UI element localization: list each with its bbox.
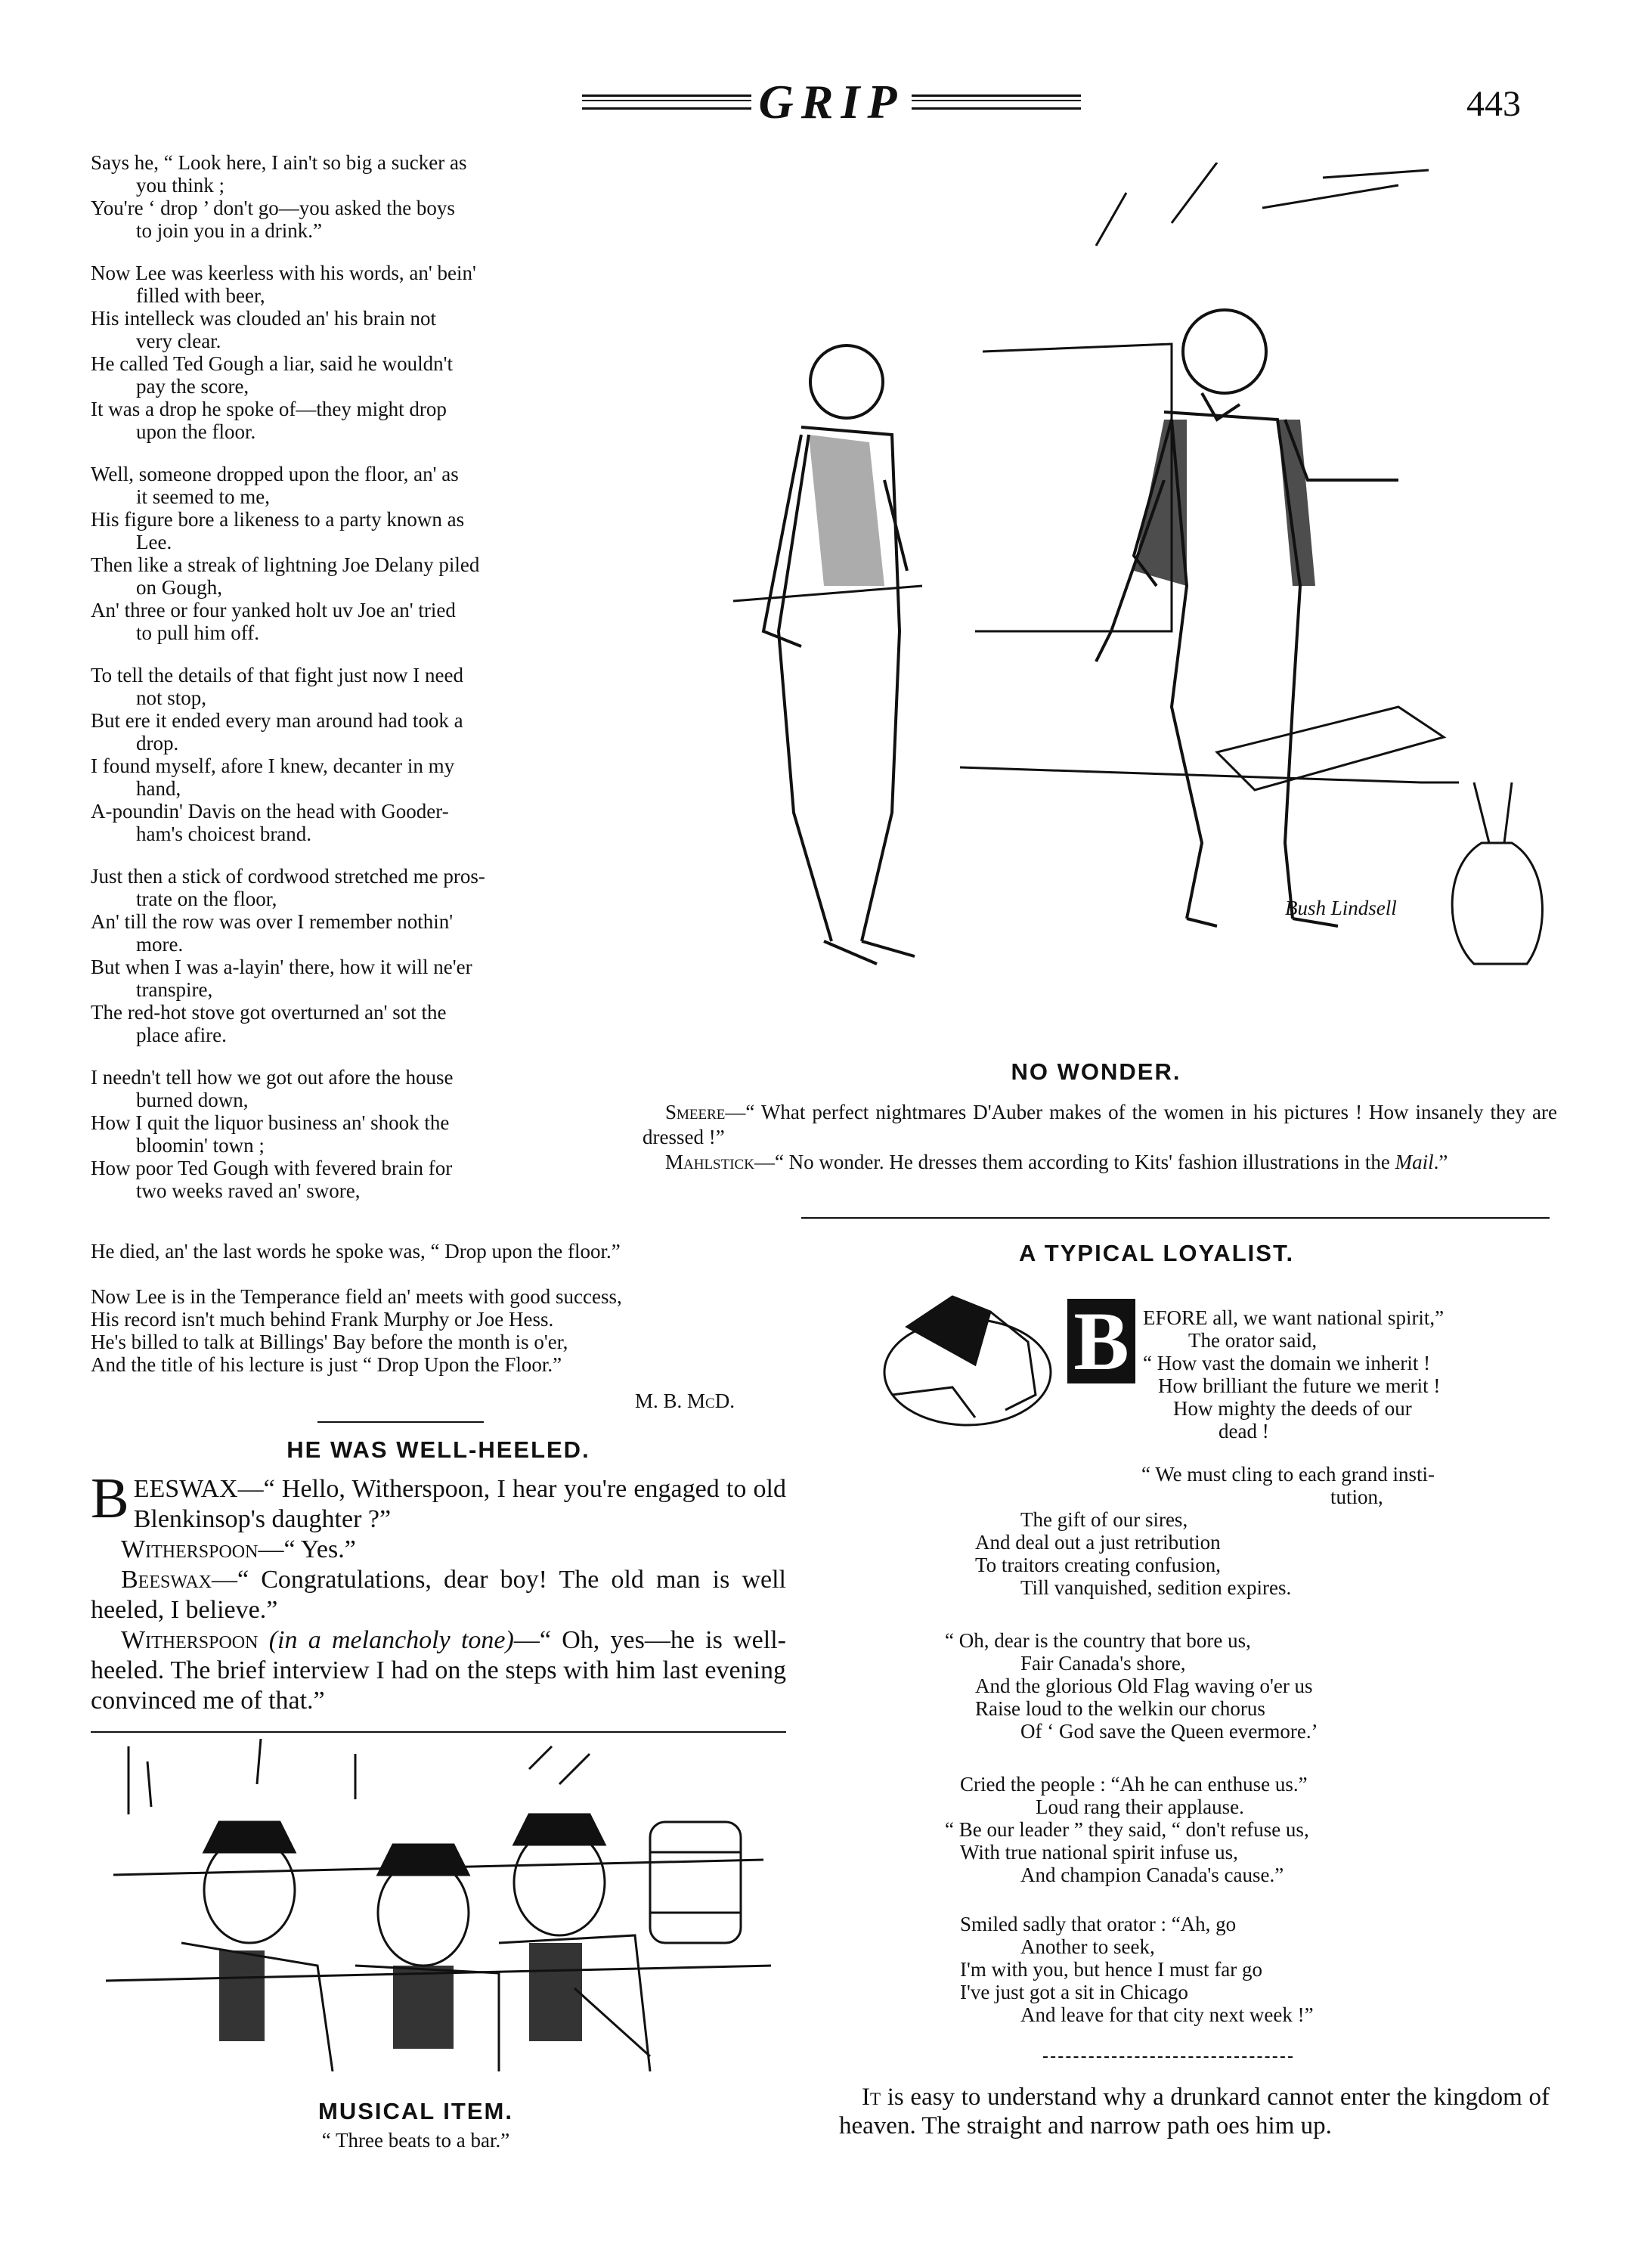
poem-line: you think ;: [136, 174, 225, 197]
speech: —“ Hello, Witherspoon, I hear you're engaged to old Blenkinsop's daughter ?”: [133, 1475, 786, 1533]
poem-line: I'm with you, but hence I must far go: [960, 1958, 1263, 1981]
section-divider: [801, 1217, 1550, 1219]
poem-column: [91, 151, 605, 1222]
dialogue-line: [643, 1150, 1557, 1175]
poem-line: bloomin' town ;: [136, 1134, 265, 1157]
poem-stanza: [91, 151, 605, 242]
section-divider: [1043, 2056, 1293, 2058]
speech-end: .”: [1433, 1151, 1448, 1173]
speech: —“ What perfect nightmares D'Auber makes of the women in his pictures ! How insanely they are dressed !”: [643, 1101, 1557, 1148]
poem-wide-line: He died, an' the last words he spoke was, “ Drop upon the floor.”: [91, 1240, 621, 1263]
well-heeled-paragraph: [91, 1625, 786, 1716]
section-divider: [91, 1731, 786, 1733]
poem-line: How poor Ted Gough with fevered brain for: [91, 1157, 453, 1179]
poem-line: The orator said,: [1188, 1329, 1318, 1352]
poem-line: Well, someone dropped upon the floor, an' as: [91, 463, 459, 485]
poem-line: An' three or four yanked holt uv Joe an' tried: [91, 599, 456, 621]
poem-line: And champion Canada's cause.”: [1020, 1864, 1284, 1886]
speech: —“ Oh, yes—he is well-heeled. The brief interview I had on the steps with him last evening convinced me of that.”: [91, 1626, 786, 1715]
poem-line: to join you in a drink.”: [136, 219, 322, 242]
poem-signature: M. B. McD.: [635, 1390, 735, 1412]
poem-line: Just then a stick of cordwood stretched me pros-: [91, 865, 485, 888]
poem-line: more.: [136, 933, 184, 956]
poem-wide-line: He's billed to talk at Billings' Bay before the month is o'er,: [91, 1331, 568, 1353]
loyalist-stanza: [1143, 1306, 1551, 1442]
poem-line: And the glorious Old Flag waving o'er us: [975, 1675, 1313, 1697]
loyalist-vignette: [862, 1281, 1081, 1433]
loyalist-drop-cap: B: [1067, 1299, 1135, 1383]
poem-line: transpire,: [136, 978, 213, 1001]
no-wonder-heading: NO WONDER.: [1011, 1058, 1181, 1085]
poem-line: drop.: [136, 732, 179, 754]
masthead: [574, 76, 1088, 129]
well-heeled-paragraph: [91, 1467, 786, 1535]
loyalist-stanza: [945, 1913, 1550, 2026]
masthead-rule-left: [582, 94, 751, 110]
poem-line: I found myself, afore I knew, decanter in my: [91, 754, 455, 777]
artist-signature: Bush Lindsell: [1285, 897, 1397, 919]
musical-item-heading: MUSICAL ITEM.: [318, 2098, 513, 2124]
poem-line: Raise loud to the welkin our chorus: [975, 1697, 1265, 1720]
poem-stanza: [91, 463, 605, 644]
poem-line: pay the score,: [136, 375, 249, 398]
stage-direction: (in a melancholy tone): [268, 1626, 514, 1654]
poem-line: to pull him off.: [136, 621, 260, 644]
poem-line: Till vanquished, sedition expires.: [1020, 1576, 1292, 1599]
poem-line: burned down,: [136, 1089, 249, 1111]
poem-line: Then like a streak of lightning Joe Delany piled: [91, 553, 480, 576]
poem-stanza: [91, 664, 605, 845]
poem-line: But ere it ended every man around had took a: [91, 709, 463, 732]
poem-line: “ Oh, dear is the country that bore us,: [945, 1629, 1251, 1652]
loyalist-stanza: [968, 1463, 1557, 1599]
poem-line: Lee.: [136, 531, 172, 553]
poem-line: Loud rang their applause.: [1036, 1796, 1244, 1818]
loyalist-heading: A TYPICAL LOYALIST.: [1018, 1240, 1295, 1266]
poem-line: Now Lee was keerless with his words, an' bein': [91, 262, 476, 284]
poem-line: How brilliant the future we merit !: [1158, 1374, 1441, 1397]
poem-line: Another to seek,: [1020, 1935, 1155, 1958]
masthead-title: GRIP: [758, 75, 905, 129]
poem-line: His figure bore a likeness to a party known as: [91, 508, 465, 531]
poem-wide-line: And the title of his lecture is just “ Drop Upon the Floor.”: [91, 1353, 562, 1376]
poem-line: To tell the details of that fight just now I need: [91, 664, 464, 686]
loyalist-stanza: [945, 1629, 1550, 1743]
speech: —“ Yes.”: [258, 1535, 356, 1563]
poem-line: And leave for that city next week !”: [1020, 2003, 1314, 2026]
poem-line: it seemed to me,: [136, 485, 270, 508]
lead-word: It: [862, 2084, 881, 2111]
speech: —“ No wonder. He dresses them according to Kits' fashion illustrations in the: [754, 1151, 1395, 1173]
vase-icon: [1452, 782, 1542, 964]
well-heeled-heading: HE WAS WELL-HEELED.: [286, 1436, 590, 1463]
well-heeled-paragraph: [91, 1535, 786, 1565]
poem-wide-line: His record isn't much behind Frank Murphy or Joe Hess.: [91, 1308, 554, 1331]
poem-line: “ Be our leader ” they said, “ don't refuse us,: [945, 1818, 1309, 1841]
paragraph-text: is easy to understand why a drunkard cannot enter the kingdom of heaven. The straight and narrow path oes him up.: [839, 2084, 1550, 2139]
well-heeled-body: [91, 1467, 786, 1716]
masthead-rule-right: [912, 94, 1081, 110]
poem-line: very clear.: [136, 330, 221, 352]
poem-line: not stop,: [136, 686, 207, 709]
poem-stanza: [91, 1066, 605, 1202]
dialogue-line: [643, 1100, 1557, 1150]
speech: —“ Congratulations, dear boy! The old man is well heeled, I believe.”: [91, 1566, 786, 1624]
no-wonder-dialogue: [643, 1100, 1557, 1175]
musical-item-illustration: [106, 1739, 771, 2071]
poem-stanza: [91, 262, 605, 443]
speaker-name: Witherspoon: [121, 1535, 259, 1563]
poem-stanza: [91, 865, 605, 1046]
poem-line: With true national spirit infuse us,: [960, 1841, 1238, 1864]
poem-line: I've just got a sit in Chicago: [960, 1981, 1188, 2003]
poem-line: But when I was a-layin' there, how it will ne'er: [91, 956, 472, 978]
poem-line: “ How vast the domain we inherit !: [1143, 1352, 1431, 1374]
speaker-name: EESWAX: [133, 1475, 238, 1503]
poem-line: trate on the floor,: [136, 888, 277, 910]
poem-line: EFORE all, we want national spirit,”: [1143, 1306, 1445, 1329]
drunkard-paragraph: [839, 2083, 1550, 2140]
poem-line: “ We must cling to each grand insti-: [1141, 1463, 1435, 1486]
no-wonder-illustration: [643, 163, 1550, 1055]
figure-left: [763, 345, 915, 964]
poem-line: tution,: [1330, 1486, 1383, 1508]
poem-line: He called Ted Gough a liar, said he wouldn't: [91, 352, 454, 375]
poem-line: on Gough,: [136, 576, 222, 599]
section-divider: [317, 1421, 484, 1423]
poem-line: hand,: [136, 777, 181, 800]
poem-line: Cried the people : “Ah he can enthuse us.”: [960, 1773, 1308, 1796]
poem-line: And deal out a just retribution: [975, 1531, 1221, 1554]
speaker-name: Witherspoon: [121, 1626, 259, 1654]
speaker-name: Beeswax: [121, 1566, 212, 1594]
page-number: 443: [1466, 84, 1521, 124]
poem-wide-line: Now Lee is in the Temperance field an' meets with good success,: [91, 1285, 622, 1308]
loyalist-stanza: [945, 1773, 1550, 1886]
newspaper-title: Mail: [1395, 1151, 1434, 1173]
poem-line: I needn't tell how we got out afore the house: [91, 1066, 454, 1089]
poem-line: To traitors creating confusion,: [975, 1554, 1222, 1576]
poem-line: A-poundin' Davis on the head with Gooder-: [91, 800, 449, 823]
poem-line: Fair Canada's shore,: [1020, 1652, 1186, 1675]
poem-line: upon the floor.: [136, 420, 256, 443]
poem-line: The red-hot stove got overturned an' sot the: [91, 1001, 447, 1024]
poem-line: two weeks raved an' swore,: [136, 1179, 361, 1202]
poem-line: dead !: [1219, 1420, 1269, 1442]
poem-line: His intelleck was clouded an' his brain not: [91, 307, 437, 330]
drop-cap: B: [91, 1467, 129, 1530]
musical-item-caption: “ Three beats to a bar.”: [321, 2129, 510, 2152]
poem-line: How I quit the liquor business an' shook the: [91, 1111, 450, 1134]
figure-right: [1096, 310, 1398, 926]
poem-line: Smiled sadly that orator : “Ah, go: [960, 1913, 1237, 1935]
poem-line: Says he, “ Look here, I ain't so big a sucker as: [91, 151, 467, 174]
poem-line: How mighty the deeds of our: [1173, 1397, 1412, 1420]
speaker-name: Mahlstick: [665, 1151, 754, 1173]
poem-line: Of ‘ God save the Queen evermore.’: [1020, 1720, 1318, 1743]
poem-line: The gift of our sires,: [1020, 1508, 1188, 1531]
poem-line: ham's choicest brand.: [136, 823, 312, 845]
well-heeled-paragraph: [91, 1565, 786, 1625]
poem-line: It was a drop he spoke of—they might drop: [91, 398, 447, 420]
poem-line: filled with beer,: [136, 284, 265, 307]
poem-line: place afire.: [136, 1024, 227, 1046]
speaker-name: Smeere: [665, 1101, 726, 1123]
poem-line: An' till the row was over I remember nothin': [91, 910, 454, 933]
poem-line: You're ‘ drop ’ don't go—you asked the boys: [91, 197, 455, 219]
